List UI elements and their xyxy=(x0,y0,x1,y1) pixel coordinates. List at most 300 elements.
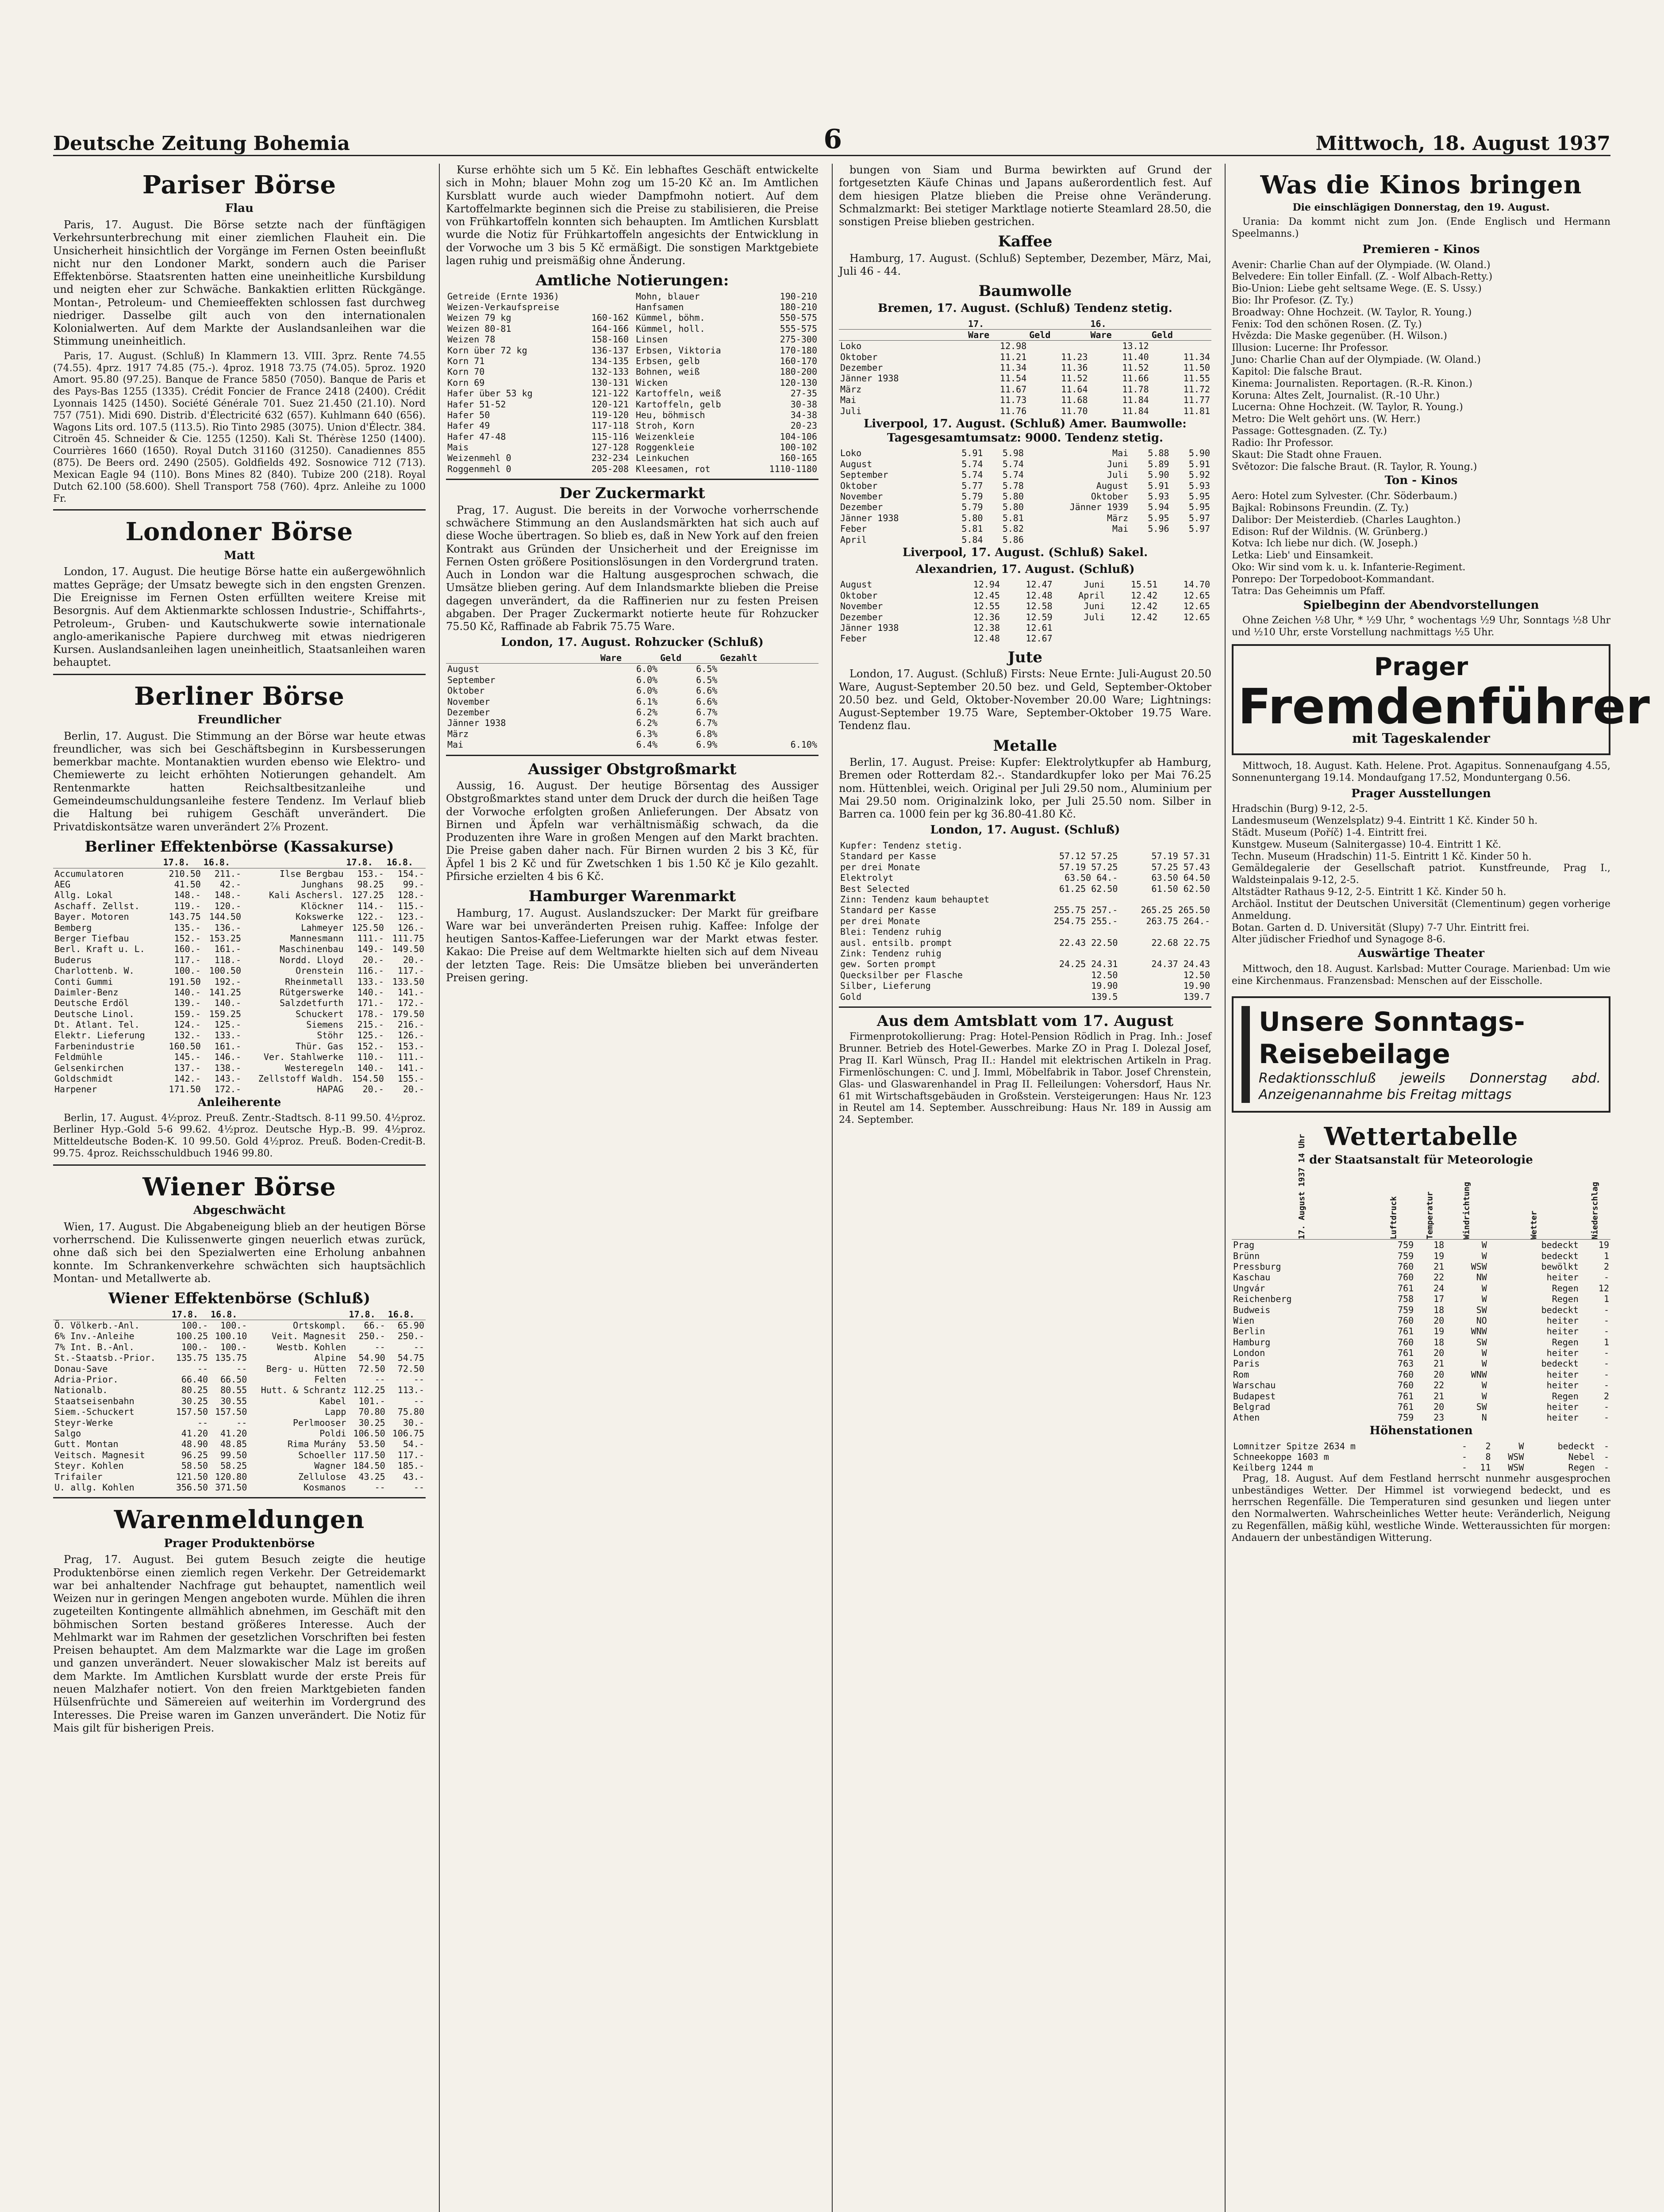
column-header: Ware xyxy=(1089,329,1150,340)
table-cell: 80.55 xyxy=(220,1385,247,1396)
table-cell: - xyxy=(1603,1462,1609,1473)
table-cell: HAPAG xyxy=(317,1084,344,1095)
table-cell: 122.- xyxy=(357,911,384,922)
column-header: 16.8. xyxy=(209,1309,248,1320)
table-cell: 5.89 xyxy=(1148,458,1169,469)
column-header: 17.8. xyxy=(170,1309,209,1320)
table-row xyxy=(839,601,1211,611)
column-header: Ware xyxy=(599,653,659,664)
table-cell: März xyxy=(840,384,862,395)
table-row xyxy=(53,1439,426,1449)
table-cell: 172.- xyxy=(214,1084,241,1095)
table-cell xyxy=(1034,894,1119,905)
table-row xyxy=(1232,1315,1610,1326)
metalle-heading: Metalle xyxy=(993,737,1057,755)
london-metal-heading: London, 17. August. (Schluß) xyxy=(930,823,1120,837)
table-cell: heiter xyxy=(1546,1348,1579,1359)
column-header xyxy=(53,1309,170,1320)
list-item: Letka: Lieb' und Einsamkeit. xyxy=(1232,550,1374,561)
table-cell xyxy=(719,707,819,718)
table-cell: 57.12 57.25 xyxy=(1059,851,1118,862)
table-row xyxy=(1232,1240,1610,1251)
list-item: Aero: Hotel zum Sylvester. (Chr. Söderbaum.) xyxy=(1232,491,1457,502)
table-cell: 143.- xyxy=(214,1073,241,1084)
table-cell: 63.50 64.50 xyxy=(1151,872,1210,883)
table-cell: W xyxy=(1481,1250,1487,1261)
table-cell: -- xyxy=(413,1341,424,1352)
table-row xyxy=(53,955,426,965)
table-cell: Maschinenbau xyxy=(280,944,344,955)
table-cell: Stöhr xyxy=(317,1030,344,1041)
table-cell: -- xyxy=(236,1417,247,1428)
table-cell: 761 xyxy=(1398,1390,1414,1402)
table-cell: 760 xyxy=(1398,1261,1414,1272)
wien-subheading: Abgeschwächt xyxy=(193,1204,286,1217)
ad-reisebeilage: Reisebeilage xyxy=(1259,1038,1450,1070)
jute-heading: Jute xyxy=(1007,648,1043,666)
table-cell: 5.96 xyxy=(1148,523,1169,534)
column-header: Gezahlt xyxy=(719,653,819,664)
table-cell: 99.- xyxy=(403,879,424,890)
table-cell: Reichenberg xyxy=(1233,1294,1292,1305)
berlin-subheading: Freundlicher xyxy=(197,713,281,726)
table-cell: 5.78 xyxy=(1002,480,1024,491)
table-cell: Ver. Stahlwerke xyxy=(263,1052,344,1063)
table-cell: Ungvár xyxy=(1233,1283,1265,1294)
table-row xyxy=(634,323,819,334)
table-cell: 161.- xyxy=(214,944,241,955)
table-cell: 141.25 xyxy=(209,987,241,998)
table-cell: 100.- xyxy=(181,1320,208,1331)
table-cell: 114.- xyxy=(357,900,384,911)
table-cell: Conti Gummi xyxy=(54,976,113,987)
list-item: Botan. Garten d. D. Universität (Slupy) 7-7 Uhr. Eintritt frei. xyxy=(1232,922,1529,933)
list-item: Juno: Charlie Chan auf der Olympiade. (W. Oland.) xyxy=(1232,354,1481,366)
table-row xyxy=(446,442,630,453)
table-cell: 149.- xyxy=(357,944,384,955)
table-cell: 126.- xyxy=(397,1030,424,1041)
column-header: 17. August 1937 14 Uhr xyxy=(1232,1170,1372,1240)
table-cell: 180-210 xyxy=(780,301,817,312)
market-continued-text: Kurse erhöhte sich um 5 Kč. Ein lebhaftes Geschäft entwickelte sich in Mohn; blauer Mohn zog um 15-20 Kč an. Im Amtlichen Kursblatt wurde auch wieder Dampfmohn notiert. Auf dem Kartoffelmarkte beginnen sich die Preise zu stabilisieren, die Preise von Frühkartoffeln konnten sich behaupten. Im Amtlichen Kursblatt wurde die Notiz für Frühkartoffeln angesichts der Entwicklung in der Vorwoche um 3 bis 5 Kč ermäßigt. Die sonstigen Marktgebiete lagen ruhig und preismäßig ohne Änderung. xyxy=(446,164,819,267)
table-cell: Allg. Lokal xyxy=(54,890,113,901)
column-header: 17. xyxy=(967,319,1028,330)
table-cell: Steyr-Werke xyxy=(54,1417,113,1428)
table-cell: 104-106 xyxy=(780,431,817,442)
column-header: 16.8. xyxy=(202,857,242,868)
table-cell: bedeckt xyxy=(1541,1240,1579,1251)
table-row xyxy=(446,345,630,356)
table-cell: 5.74 xyxy=(1002,469,1024,480)
divider xyxy=(446,479,819,480)
table-cell: 30.- xyxy=(403,1417,424,1428)
table-cell: Zellstoff Waldh. xyxy=(258,1073,344,1084)
table-cell: 154.- xyxy=(397,868,424,879)
table-row xyxy=(53,1331,426,1341)
table-cell: 54.- xyxy=(403,1439,424,1450)
table-cell: Deutsche Erdöl xyxy=(54,998,129,1009)
table-cell: Nationalb. xyxy=(54,1385,108,1396)
issue-date: Mittwoch, 18. August 1937 xyxy=(1315,132,1610,155)
obst-heading: Aussiger Obstgroßmarkt xyxy=(528,760,737,778)
table-cell: 12.65 xyxy=(1183,601,1210,612)
table-cell: 1 xyxy=(1603,1336,1609,1348)
table-cell: 210.50 xyxy=(169,868,201,879)
table-row xyxy=(839,341,1211,352)
table-cell: 18 xyxy=(1433,1336,1445,1348)
table-cell: 5.93 xyxy=(1188,480,1210,491)
table-cell: 263.75 264.- xyxy=(1146,915,1210,926)
table-cell: 160.- xyxy=(174,944,201,955)
table-cell: 761 xyxy=(1398,1326,1414,1337)
table-row xyxy=(53,933,426,944)
wien-table-heading: Wiener Effektenbörse (Schluß) xyxy=(108,1290,370,1308)
table-cell: 761 xyxy=(1398,1402,1414,1413)
table-cell: 11.70 xyxy=(1061,405,1088,416)
list-item: Oko: Wir sind vom k. u. k. Infanterie-Regiment. xyxy=(1232,562,1466,573)
table-cell: - xyxy=(1603,1348,1609,1359)
table-cell: Mai xyxy=(1112,448,1129,459)
list-item: Alter jüdischer Friedhof und Synagoge 8-6. xyxy=(1232,934,1446,945)
table-cell: Weizen 80-81 xyxy=(447,323,511,334)
table-cell: 5.74 xyxy=(961,458,983,469)
table-cell: 5.86 xyxy=(1002,534,1024,545)
table-row xyxy=(1232,1337,1610,1348)
table-cell: 139.7 xyxy=(1183,991,1210,1002)
table-cell: W xyxy=(1481,1240,1487,1251)
table-row xyxy=(53,1385,426,1395)
table-cell: N xyxy=(1481,1412,1487,1423)
table-cell: 11.54 xyxy=(1000,373,1027,384)
table-cell: Athen xyxy=(1233,1412,1260,1423)
table-cell: Berg- u. Hütten xyxy=(266,1363,346,1374)
table-cell: 100.- xyxy=(220,1341,247,1352)
table-cell xyxy=(1119,840,1211,851)
table-row xyxy=(53,1406,426,1417)
table-cell: Mai xyxy=(447,739,464,750)
table-cell: 133.- xyxy=(214,1030,241,1041)
table-cell: Budweis xyxy=(1233,1304,1271,1315)
zucker-heading: Der Zuckermarkt xyxy=(559,484,705,503)
notierungen-left-table xyxy=(446,291,630,475)
table-cell: 11.78 xyxy=(1122,384,1149,395)
table-cell: August xyxy=(1096,480,1129,491)
table-cell: 127-128 xyxy=(591,442,629,453)
table-cell: Mai xyxy=(840,395,857,406)
table-cell: 140.- xyxy=(357,987,384,998)
column-header: 17.8. xyxy=(162,857,202,868)
table-row xyxy=(446,312,630,323)
table-cell: - xyxy=(1603,1412,1609,1423)
table-cell: 20.- xyxy=(403,954,424,965)
table-row xyxy=(839,883,1211,894)
table-cell: 138.- xyxy=(214,1062,241,1073)
table-cell: 6.2% xyxy=(636,718,658,729)
table-cell: 18 xyxy=(1433,1304,1445,1315)
table-cell: 136-137 xyxy=(591,345,629,356)
paris-subheading: Flau xyxy=(225,202,254,215)
table-cell: 41.20 xyxy=(220,1428,247,1439)
table-row xyxy=(839,948,1211,959)
table-cell: Feber xyxy=(840,523,867,534)
table-cell: 117.50 xyxy=(353,1449,385,1460)
table-cell: 41.20 xyxy=(181,1428,208,1439)
table-cell: Hanfsamen xyxy=(636,301,684,312)
table-cell: 215.- xyxy=(357,1019,384,1030)
baumwolle-heading: Baumwolle xyxy=(978,282,1072,300)
table-row xyxy=(839,905,1211,915)
table-cell: 5.80 xyxy=(961,512,983,523)
table-row xyxy=(446,707,819,718)
column-4 xyxy=(1225,164,1650,2212)
table-cell: 132.- xyxy=(174,1030,201,1041)
table-row xyxy=(53,1342,426,1352)
table-cell: April xyxy=(1078,590,1105,601)
kino-list xyxy=(1232,260,1610,473)
table-cell: Kali Aschersl. xyxy=(269,890,344,901)
table-cell: 124.- xyxy=(174,1019,201,1030)
table-cell: Oktober xyxy=(840,480,878,491)
table-cell: 759 xyxy=(1398,1250,1414,1261)
table-row xyxy=(839,970,1211,980)
table-cell: 135.75 xyxy=(215,1352,247,1363)
table-cell: 75.80 xyxy=(397,1406,424,1417)
table-row xyxy=(53,1030,426,1041)
table-cell: 100.25 xyxy=(176,1331,208,1342)
table-cell: 759 xyxy=(1398,1240,1414,1251)
table-row xyxy=(1232,1441,1610,1452)
table-row xyxy=(53,1482,426,1493)
table-cell: Steyr. Kohlen xyxy=(54,1460,124,1471)
table-row xyxy=(634,377,819,388)
table-cell xyxy=(1106,633,1159,644)
table-row xyxy=(1232,1462,1610,1473)
table-row xyxy=(839,459,1211,469)
metalle-report: Berlin, 17. August. Preise: Kupfer: Elektrolytkupfer ab Hamburg, Bremen oder Rotterdam 82.-. Standardkupfer loko per Mai 76.25 nom. Hüttenblei, weich. Original per Juli 29.50 nom., Aluminium per Mai 29.50 nom. Originalzink loko, per Juli 25.50 nom. Silber in Barren ca. 1000 fein per kg 36.80-41.80 Kč. xyxy=(839,756,1211,821)
table-cell: 11.34 xyxy=(1183,351,1210,362)
table-cell: Oktober xyxy=(840,351,878,362)
table-cell: Belgrad xyxy=(1233,1402,1271,1413)
tonkino-list xyxy=(1232,491,1610,597)
table-cell: 135.- xyxy=(174,922,201,933)
table-cell: 5.90 xyxy=(1148,469,1169,480)
table-cell: Veit. Magnesit xyxy=(271,1331,346,1342)
table-cell: 5.95 xyxy=(1188,491,1210,502)
table-cell: 12.36 xyxy=(973,611,1000,622)
table-cell: 5.95 xyxy=(1148,512,1169,523)
table-cell: 144.50 xyxy=(209,911,241,922)
table-row xyxy=(53,944,426,954)
table-cell: Korn über 72 kg xyxy=(447,345,527,356)
table-cell: Salgo xyxy=(54,1428,81,1439)
table-cell: Oktober xyxy=(840,590,878,601)
table-cell: 5.81 xyxy=(1002,512,1024,523)
table-cell: 11.34 xyxy=(1000,362,1027,373)
paris-report: Paris, 17. August. Die Börse setzte nach der fünftägigen Verkehrsunterbrechung mit einer ziemlichen Flauheit ein. Die Unsicherheit hinsichtlich der Vorgänge im Fernen Osten beeinflußt nicht nur den Londoner Markt, sondern auch die Pariser Effektenbörse. Staatsrenten hatten eine uneinheitliche Kursbildung und neigten eher zur Schwäche. Bankaktien erlitten Rückgänge. Montan-, Petroleum- und Chemieeffekten schlossen fast durchweg niedriger. Dasselbe gilt auch von den internationalen Kolonialwerten. Auf dem Markte der Auslandsanleihen war die Stimmung uneinheitlich. xyxy=(53,219,426,348)
table-cell: Daimler-Benz xyxy=(54,987,119,998)
table-cell: Harpener xyxy=(54,1084,97,1095)
table-cell: 133.50 xyxy=(392,976,424,987)
wien-table xyxy=(53,1309,426,1493)
table-cell: 11.76 xyxy=(1000,405,1027,416)
table-cell: 11.64 xyxy=(1061,384,1088,395)
table-cell: 250.- xyxy=(397,1331,424,1342)
list-item: Illusion: Lucerne: Ihr Professor. xyxy=(1232,342,1389,354)
table-cell: 6.5% xyxy=(696,664,718,675)
table-cell: 22.43 22.50 xyxy=(1059,937,1118,948)
table-cell: 14.70 xyxy=(1183,579,1210,590)
table-cell: 760 xyxy=(1398,1380,1414,1391)
table-cell: 759 xyxy=(1398,1412,1414,1423)
table-cell: Gelsenkirchen xyxy=(54,1062,124,1073)
table-cell: Mai xyxy=(1112,523,1129,534)
table-row xyxy=(1232,1402,1610,1412)
table-cell: Juli xyxy=(1107,469,1129,480)
table-row xyxy=(53,922,426,933)
table-cell: Berlin xyxy=(1233,1326,1265,1337)
table-cell: 232-234 xyxy=(591,453,629,464)
table-cell: -- xyxy=(197,1417,208,1428)
table-cell: W xyxy=(1481,1390,1487,1402)
table-cell: Westb. Kohlen xyxy=(277,1341,346,1352)
table-cell: Elektr. Lieferung xyxy=(54,1030,145,1041)
table-cell: Mannesmann xyxy=(290,933,344,944)
table-cell: 100.50 xyxy=(209,965,241,976)
table-cell: 12.42 xyxy=(1130,590,1158,601)
waren-subheading: Prager Produktenbörse xyxy=(164,1536,315,1550)
table-cell: Rheinmetall xyxy=(285,976,344,987)
table-cell: 11.55 xyxy=(1183,373,1210,384)
ausstellungen-heading: Prager Ausstellungen xyxy=(1351,787,1491,800)
table-cell: 6.0% xyxy=(636,664,658,675)
table-cell: 96.25 xyxy=(181,1449,208,1460)
table-cell: - xyxy=(1603,1369,1609,1380)
table-cell: -- xyxy=(197,1363,208,1374)
table-cell: 72.50 xyxy=(397,1363,424,1374)
table-cell: W xyxy=(1518,1440,1524,1452)
table-cell: 5.80 xyxy=(1002,502,1024,513)
table-cell: Veitsch. Magnesit xyxy=(54,1449,145,1460)
list-item: Edison: Ruf der Wildnis. (W. Grünberg.) xyxy=(1232,526,1428,538)
table-cell: Erbsen, Viktoria xyxy=(636,345,721,356)
table-cell: Schoeller xyxy=(298,1449,346,1460)
list-item: Metro: Die Welt gehört uns. (W. Herr.) xyxy=(1232,414,1421,425)
table-cell: 119.- xyxy=(174,900,201,911)
table-cell: 5.98 xyxy=(1002,448,1024,459)
column-header: Ware xyxy=(967,329,1028,340)
table-cell: 141.- xyxy=(397,987,424,998)
table-cell: Junghans xyxy=(301,879,344,890)
list-item: Altstädter Rathaus 9-12, 2-5. Eintritt 1 Kč. Kinder 50 h. xyxy=(1232,887,1506,898)
table-row xyxy=(446,334,630,345)
table-cell: 20-23 xyxy=(790,420,817,431)
table-row xyxy=(446,356,630,366)
table-cell: 761 xyxy=(1398,1283,1414,1294)
list-item: Kunstgew. Museum (Salnitergasse) 10-4. Eintritt 1 Kč. xyxy=(1232,839,1502,850)
table-cell: 63.50 64.- xyxy=(1064,872,1118,883)
premieren-heading: Premieren - Kinos xyxy=(1362,242,1480,256)
table-cell: 21 xyxy=(1433,1261,1445,1272)
table-cell: Pressburg xyxy=(1233,1261,1281,1272)
table-cell: WSW xyxy=(1471,1261,1487,1272)
table-cell: Lapp xyxy=(325,1406,346,1417)
berlin-heading: Berliner Börse xyxy=(134,681,345,711)
table-cell: 53.50 xyxy=(358,1439,385,1450)
table-cell: heiter xyxy=(1546,1272,1579,1283)
table-cell: 66.50 xyxy=(220,1374,247,1385)
table-cell: 18 xyxy=(1433,1240,1445,1251)
table-cell: Adria-Prior. xyxy=(54,1374,119,1385)
table-cell: 140.- xyxy=(214,998,241,1009)
table-row xyxy=(446,696,819,707)
table-cell: - xyxy=(1461,1451,1468,1462)
table-cell: 12.58 xyxy=(1026,601,1053,612)
amtsblatt-heading: Aus dem Amtsblatt vom 17. August xyxy=(876,1012,1174,1030)
table-cell: 11.77 xyxy=(1183,395,1210,406)
table-cell: Staatseisenbahn xyxy=(54,1395,135,1406)
table-row xyxy=(446,453,630,463)
ad-redaktionsschluss: Redaktionsschluß jeweils Donnerstag abd. Anzeigenannahme bis Freitag mittags xyxy=(1259,1070,1601,1102)
table-row xyxy=(53,1352,426,1363)
column-header: Wetter xyxy=(1488,1170,1580,1240)
table-cell: 125.- xyxy=(214,1019,241,1030)
table-cell: Rütgerswerke xyxy=(280,987,344,998)
table-cell: März xyxy=(447,728,469,739)
table-cell: September xyxy=(447,674,496,685)
table-cell: WSW xyxy=(1508,1462,1524,1473)
divider xyxy=(446,755,819,756)
table-cell: Hamburg xyxy=(1233,1336,1271,1348)
liverpool-heading: Liverpool, 17. August. (Schluß) Amer. Baumwolle: Tagesgesamtumsatz: 9000. Tendenz stetig. xyxy=(864,417,1187,445)
table-cell: 100.- xyxy=(181,1341,208,1352)
table-cell: 6.6% xyxy=(696,685,718,696)
table-cell xyxy=(1159,633,1211,644)
table-cell: bedeckt xyxy=(1557,1440,1595,1452)
table-row xyxy=(1232,1283,1610,1294)
column-header: 17.8. xyxy=(347,1309,386,1320)
table-row xyxy=(446,323,630,334)
table-cell: 171.- xyxy=(357,998,384,1009)
table-cell: 761 xyxy=(1398,1348,1414,1359)
list-item: Belvedere: Ein toller Einfall. (Z. - Wolf Albach-Retty.) xyxy=(1232,271,1493,283)
table-cell: 117.- xyxy=(174,954,201,965)
list-item: Světozor: Die falsche Braut. (R. Taylor, R. Young.) xyxy=(1232,461,1477,472)
table-cell: 5.80 xyxy=(1002,491,1024,502)
table-cell: 57.19 57.31 xyxy=(1151,851,1210,862)
table-cell: 19 xyxy=(1598,1240,1609,1251)
table-cell: 255.75 257.- xyxy=(1053,905,1118,916)
table-row xyxy=(53,879,426,890)
table-cell: WSW xyxy=(1508,1451,1524,1462)
table-cell: Weizenmehl 0 xyxy=(447,453,511,464)
abend-text: Ohne Zeichen ½8 Uhr, * ½9 Uhr, ° wochentags ½9 Uhr, Sonntags ½8 Uhr und ½10 Uhr, erste Vorstellung nachmittags ½5 Uhr. xyxy=(1232,615,1610,638)
table-row xyxy=(634,291,819,302)
table-cell: 758 xyxy=(1398,1294,1414,1305)
table-cell: 5.97 xyxy=(1188,523,1210,534)
table-row xyxy=(839,502,1211,512)
table-row xyxy=(839,894,1211,905)
table-cell: Kupfer: Tendenz stetig. xyxy=(840,840,963,851)
table-cell: Warschau xyxy=(1233,1380,1276,1391)
table-cell: Westeregeln xyxy=(285,1062,344,1073)
table-cell: Regen xyxy=(1552,1283,1579,1294)
table-row xyxy=(839,373,1211,384)
list-item: Landesmuseum (Wenzelsplatz) 9-4. Eintritt 1 Kč. Kinder 50 h. xyxy=(1232,815,1538,827)
table-cell: Charlottenb. W. xyxy=(54,965,135,976)
table-row xyxy=(839,469,1211,480)
table-cell: W xyxy=(1481,1283,1487,1294)
table-cell: - xyxy=(1603,1315,1609,1326)
